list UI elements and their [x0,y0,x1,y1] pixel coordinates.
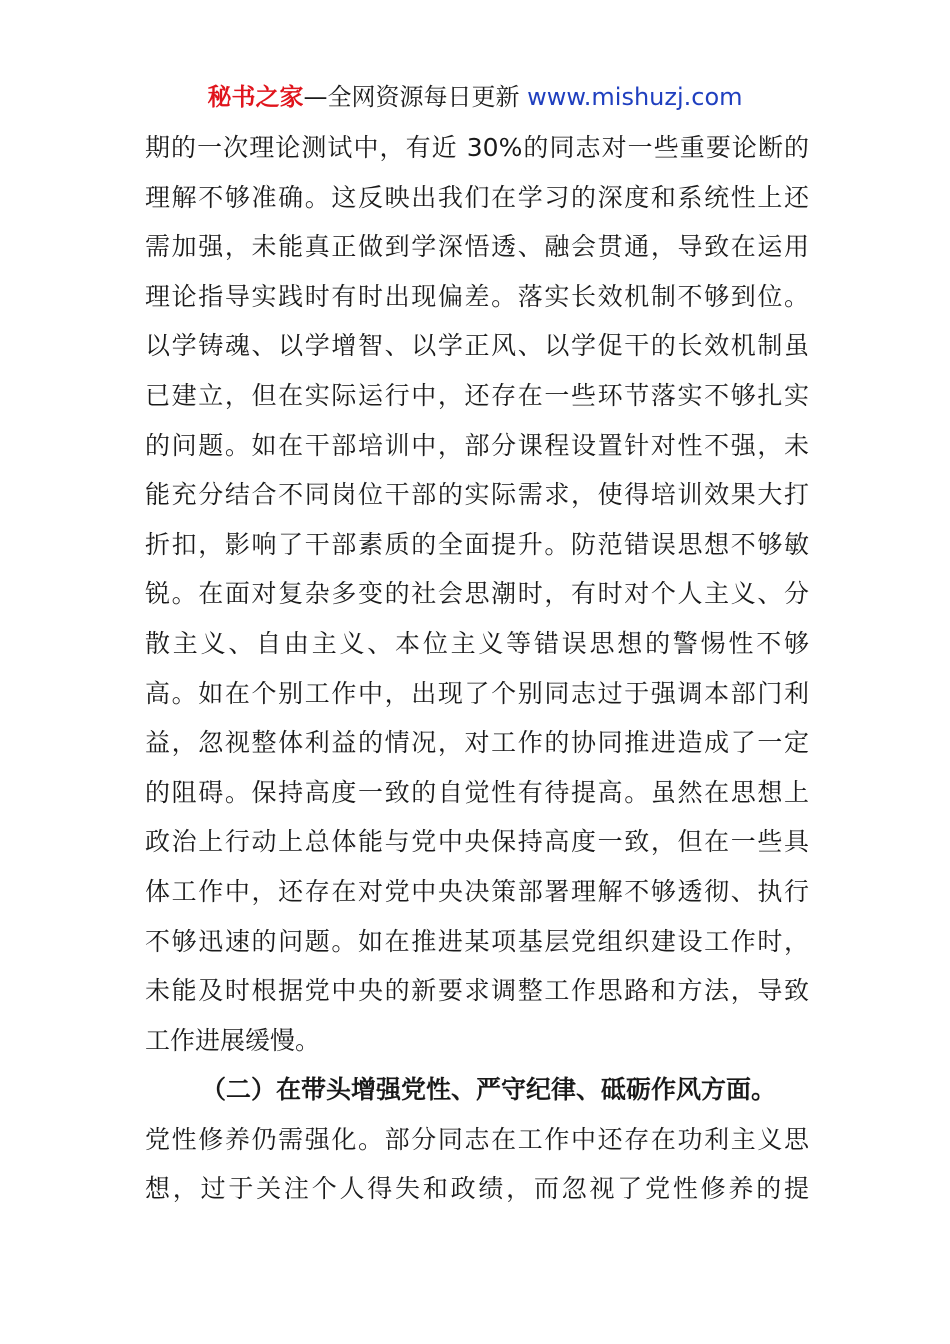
site-tagline: —全网资源每日更新 [303,83,528,111]
text-line: 高。如在个别工作中，出现了个别同志过于强调本部门利 [145,678,809,708]
text-line: 未能及时根据党中央的新要求调整工作思路和方法，导致 [145,976,809,1006]
text-line: 已建立，但在实际运行中，还存在一些环节落实不够扎实 [145,380,809,410]
text-line: 想，过于关注个人得失和政绩，而忽视了党性修养的提 [145,1174,809,1204]
text-line: 理解不够准确。这反映出我们在学习的深度和系统性上还 [145,182,809,212]
text-line: 益，忽视整体利益的情况，对工作的协同推进造成了一定 [145,728,809,758]
text-line: 能充分结合不同岗位干部的实际需求，使得培训效果大打 [145,480,809,510]
document-body [145,123,809,1214]
text-line: 的阻碍。保持高度一致的自觉性有待提高。虽然在思想上 [145,777,809,807]
site-brand: 秘书之家 [207,83,304,111]
site-header [0,82,950,112]
text-line: 折扣，影响了干部素质的全面提升。防范错误思想不够敏 [145,529,809,559]
text-line: 不够迅速的问题。如在推进某项基层党组织建设工作时， [145,926,809,956]
text-line: 锐。在面对复杂多变的社会思潮时，有时对个人主义、分 [145,579,809,609]
text-line: 体工作中，还存在对党中央决策部署理解不够透彻、执行 [145,876,809,906]
text-line: 党性修养仍需强化。部分同志在工作中还存在功利主义思 [145,1124,809,1154]
text-line: 需加强，未能真正做到学深悟透、融会贯通，导致在运用 [145,232,809,262]
text-line: 理论指导实践时有时出现偏差。落实长效机制不够到位。 [145,281,809,311]
text-line: 期的一次理论测试中，有近 30%的同志对一些重要论断的 [145,133,809,162]
site-url-link[interactable]: www.mishuzj.com [527,83,743,111]
text-line: 散主义、自由主义、本位主义等错误思想的警惕性不够 [145,628,809,658]
text-line: 政治上行动上总体能与党中央保持高度一致，但在一些具 [145,827,809,857]
section-heading: （二）在带头增强党性、严守纪律、砥砺作风方面。 [201,1075,777,1105]
text-line: 以学铸魂、以学增智、以学正风、以学促干的长效机制虽 [145,331,809,361]
text-line: 工作进展缓慢。 [145,1025,321,1055]
text-line: 的问题。如在干部培训中，部分课程设置针对性不强，未 [145,430,809,460]
